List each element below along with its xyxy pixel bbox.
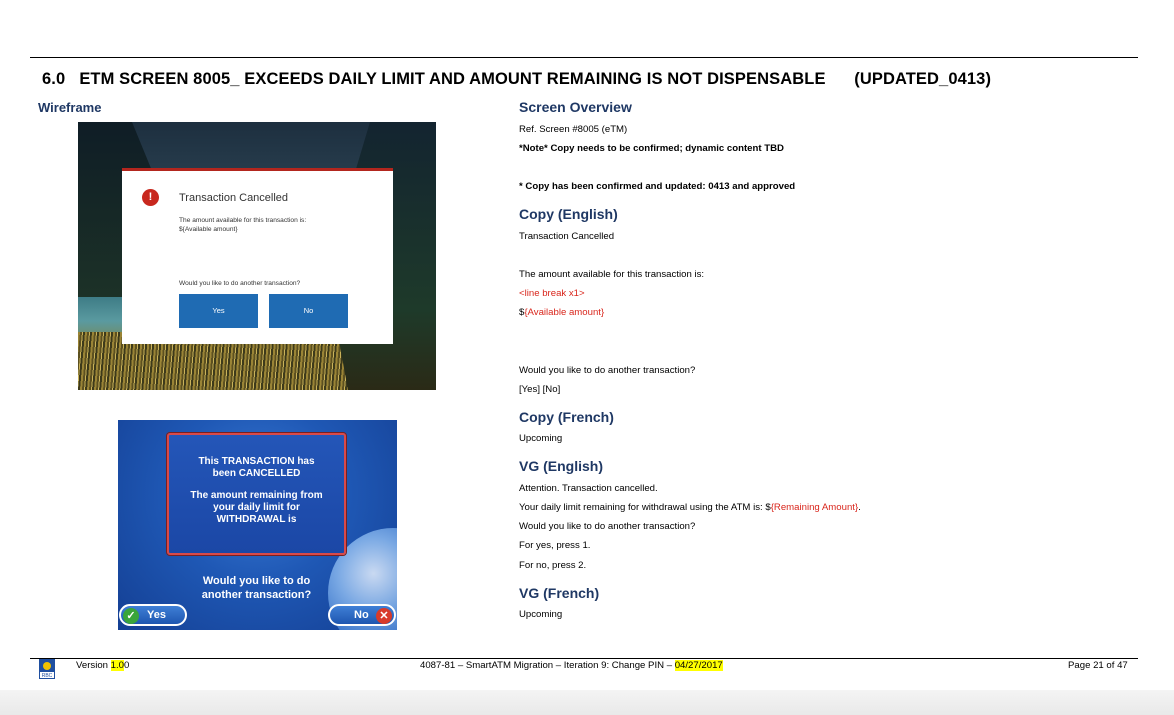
- vg-fr-text: Upcoming: [519, 609, 563, 620]
- legacy-no-button[interactable]: No ✕: [328, 604, 396, 626]
- etm-yes-button[interactable]: Yes: [179, 294, 258, 328]
- legacy-yes-button[interactable]: ✓ Yes: [119, 604, 187, 626]
- copy-en-line1: Transaction Cancelled: [519, 231, 615, 242]
- etm-dialog-question: Would you like to do another transaction?: [179, 280, 301, 287]
- footer-page-number: Page 21 of 47: [1068, 660, 1128, 671]
- vg-en-line5: For no, press 2.: [519, 560, 587, 571]
- section-updated: (UPDATED_0413): [854, 70, 992, 88]
- copy-en-line2: The amount available for this transaction is:: [519, 269, 705, 280]
- vg-en-line3: Would you like to do another transaction?: [519, 521, 696, 532]
- etm-no-button[interactable]: No: [269, 294, 348, 328]
- copy-en-line-break: <line break x1>: [519, 288, 585, 299]
- copy-en-question: Would you like to do another transaction?: [519, 365, 696, 376]
- copy-confirmed: * Copy has been confirmed and updated: 0413 and approved: [519, 181, 796, 192]
- copy-en-amount: ${Available amount}: [519, 307, 605, 318]
- vg-english-heading: VG (English): [519, 458, 603, 474]
- screen-overview-heading: Screen Overview: [519, 99, 632, 115]
- top-rule: [30, 57, 1138, 58]
- copy-english-heading: Copy (English): [519, 206, 618, 222]
- alert-icon: !: [142, 189, 159, 206]
- ref-screen: Ref. Screen #8005 (eTM): [519, 124, 628, 135]
- copy-en-options: [Yes] [No]: [519, 384, 561, 395]
- bottom-rule: [30, 658, 1138, 659]
- legacy-question: Would you like to do another transaction?: [201, 575, 312, 601]
- vg-en-line4: For yes, press 1.: [519, 540, 591, 551]
- copy-french-heading: Copy (French): [519, 409, 614, 425]
- vg-en-line2: Your daily limit remaining for withdrawal using the ATM is: ${Remaining Amount}.: [519, 502, 861, 513]
- vg-french-heading: VG (French): [519, 585, 600, 601]
- wireframe-heading: Wireframe: [38, 100, 102, 115]
- check-icon: ✓: [123, 608, 139, 624]
- footer-version: Version 1.00: [76, 660, 130, 671]
- etm-dialog-title: Transaction Cancelled: [179, 192, 289, 204]
- legacy-msg-cancelled: This TRANSACTION has been CANCELLED: [198, 456, 315, 479]
- viewer-bottom-band: [0, 690, 1174, 715]
- vg-en-line1: Attention. Transaction cancelled.: [519, 483, 658, 494]
- section-number: 6.0: [42, 70, 66, 88]
- close-icon: ✕: [376, 608, 392, 624]
- copy-fr-text: Upcoming: [519, 433, 563, 444]
- etm-dialog-line1: The amount available for this transaction is:: [179, 217, 307, 224]
- rbc-logo-icon: [38, 659, 56, 679]
- section-title-text: ETM SCREEN 8005_ EXCEEDS DAILY LIMIT AND AMOUNT REMAINING IS NOT DISPENSABLE: [79, 70, 826, 88]
- copy-note: *Note* Copy needs to be confirmed; dynamic content TBD: [519, 143, 784, 154]
- svg-text:RBC: RBC: [41, 673, 53, 679]
- footer-center: 4087-81 – SmartATM Migration – Iteration 9: Change PIN – 04/27/2017: [420, 660, 723, 671]
- legacy-msg-remaining: The amount remaining from your daily limit for WITHDRAWAL is: [190, 490, 323, 525]
- etm-dialog-amount: ${Available amount}: [179, 226, 238, 233]
- section-title: [42, 70, 991, 89]
